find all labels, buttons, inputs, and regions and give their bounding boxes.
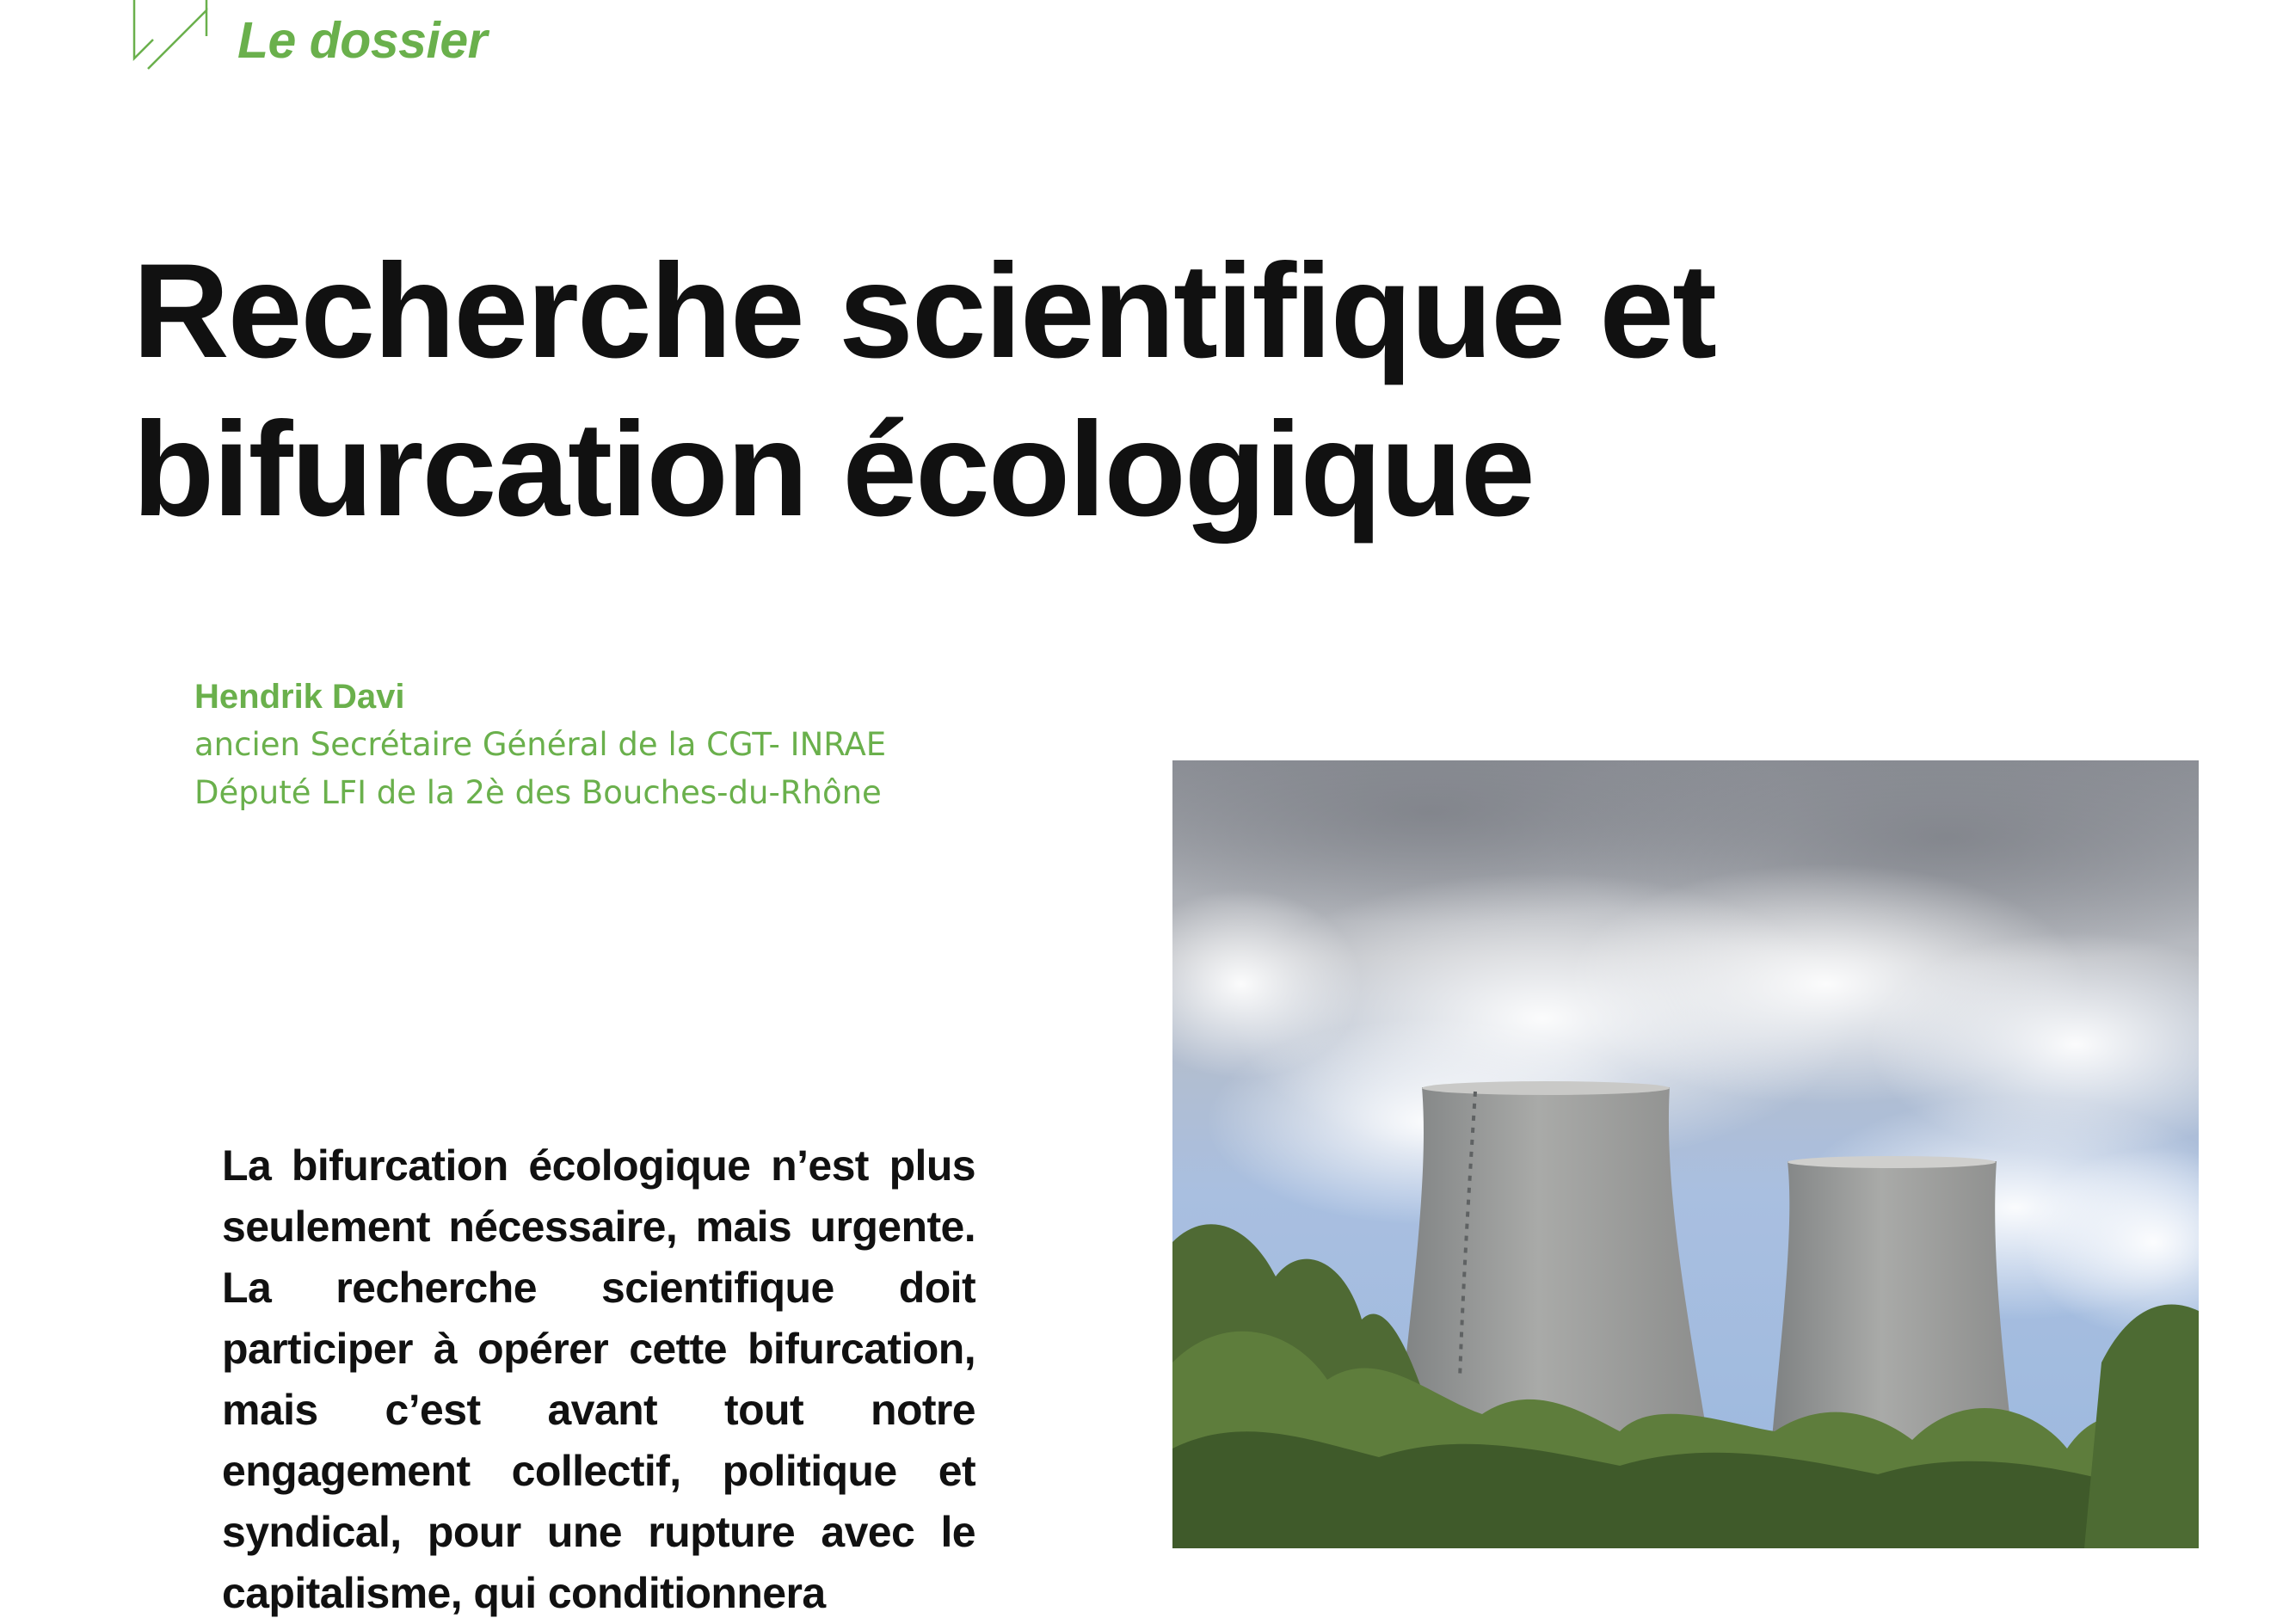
title-line-2: bifurcation écologique [132, 395, 1534, 544]
page-title [132, 232, 1715, 549]
section-label: Le dossier [237, 12, 488, 69]
title-line-1: Recherche scientifique et [132, 237, 1715, 386]
author-role-2: Député LFI de la 2è des Bouches-du-Rhône [194, 774, 882, 811]
lead-paragraph: La bifurcation écologique n’est plus seulement nécessaire, mais urgente. La recherche scientifique doit participer à opérer cette bifurcation, mais c’est avant tout notre engagement collectif, politique et syndical, pour une rupture avec le capitalisme, qui conditionnera [222, 1141, 975, 1617]
arrow-up-right-icon [127, 0, 213, 74]
author-role-1: ancien Secrétaire Général de la CGT- INRAE [194, 726, 887, 763]
author-byline [194, 673, 886, 817]
author-name: Hendrik Davi [194, 678, 405, 716]
cooling-towers-photo [1172, 760, 2199, 1548]
